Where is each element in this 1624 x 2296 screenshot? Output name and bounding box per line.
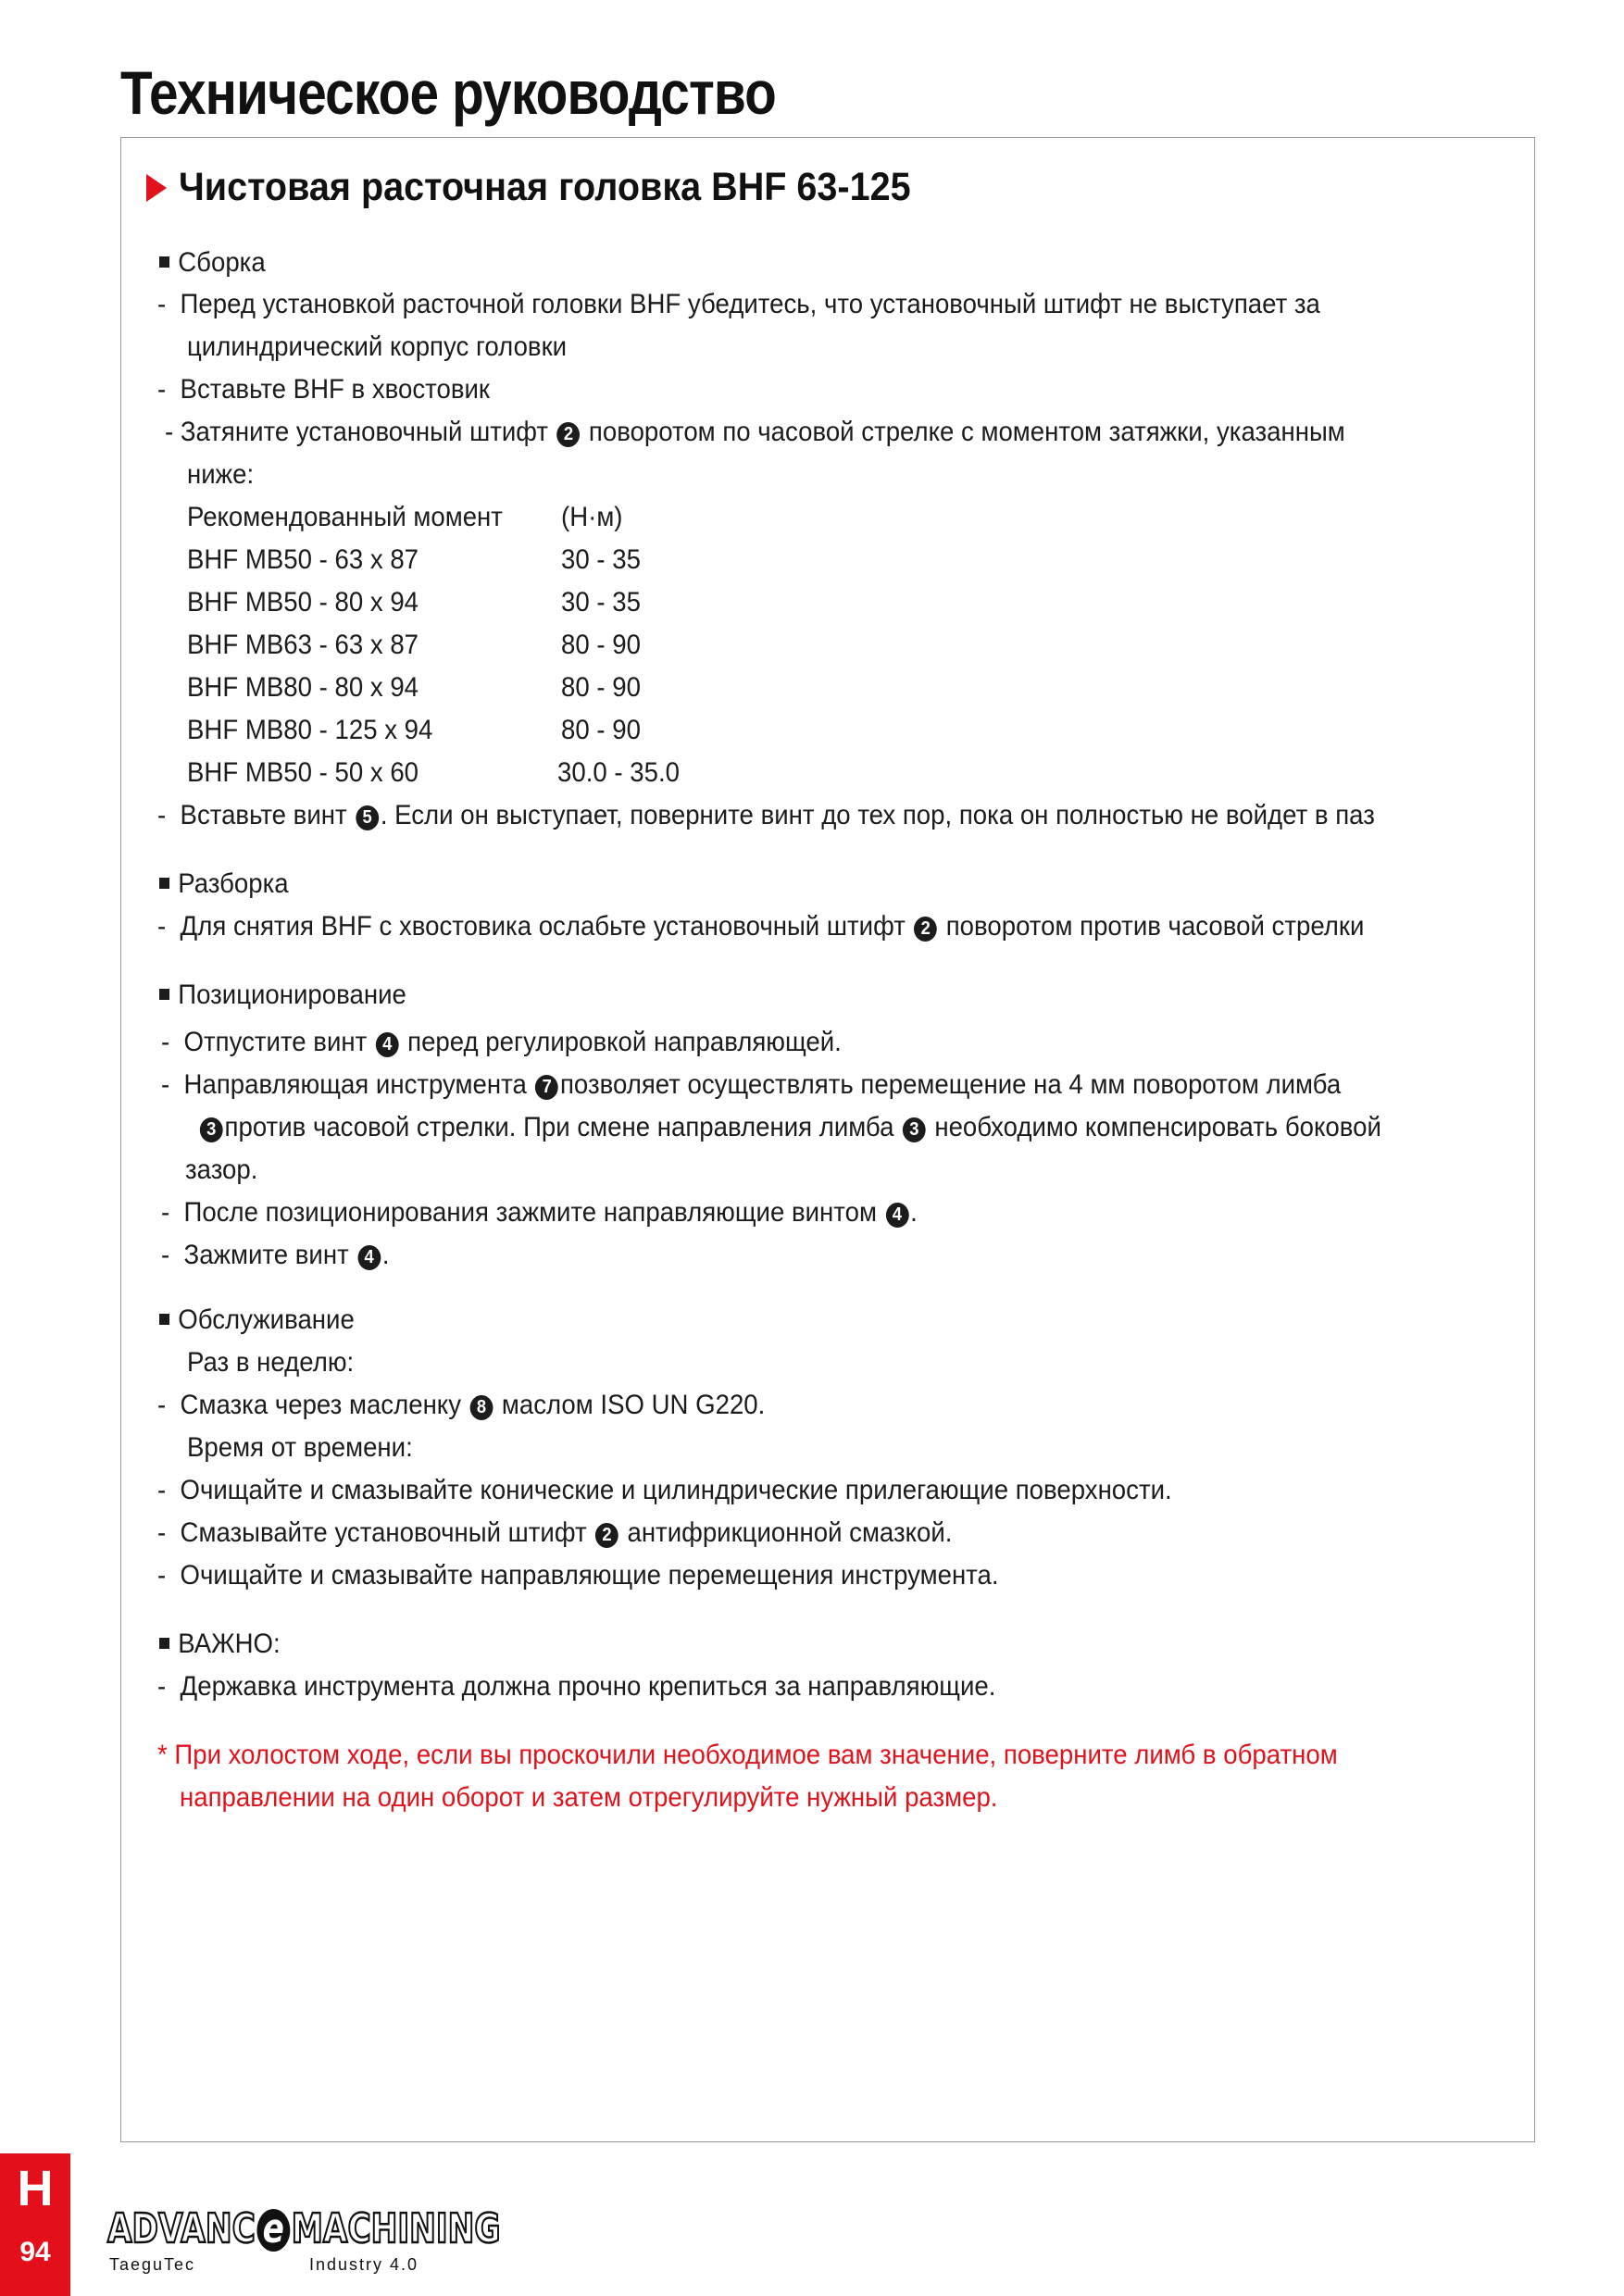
assembly-line-1: - Перед установкой расточной головки BHF убедитесь, что установочный штифт не выступает за: [157, 289, 1320, 319]
assembly-line-1b: цилиндрический корпус головки: [187, 331, 568, 362]
table-row-torque: 30 - 35: [561, 587, 641, 618]
number-3-icon: 3: [200, 1117, 223, 1142]
logo-wordmark: ADVANC e MACHINING: [107, 2205, 501, 2252]
assembly-line-4: - Вставьте винт 5 . Если он выступает, поверните винт до тех пор, пока он полностью не войдет в паз: [157, 800, 1375, 830]
page-number: 94: [19, 2237, 51, 2267]
positioning-heading: Позиционирование: [159, 979, 406, 1012]
assembly-line-2: - Вставьте BHF в хвостовик: [157, 374, 491, 405]
square-bullet-icon: [159, 878, 169, 889]
table-row-torque: 80 - 90: [561, 630, 641, 660]
red-note-line-2: направлении на один оборот и затем отрегулируйте нужный размер.: [180, 1782, 998, 1813]
torque-table-header: Рекомендованный момент: [187, 502, 503, 532]
assembly-line-3c: ниже:: [187, 459, 255, 490]
square-bullet-icon: [159, 256, 169, 268]
maintenance-sometimes: Время от времени:: [187, 1432, 413, 1463]
number-8-icon: 8: [470, 1395, 493, 1420]
tab-letter: H: [17, 2161, 54, 2216]
important-heading: ВАЖНО:: [159, 1628, 281, 1661]
positioning-line-2e: зазор.: [185, 1154, 258, 1185]
red-note-line-1: * При холостом ходе, если вы проскочили необходимое вам значение, поверните лимб в обратном: [157, 1740, 1338, 1770]
positioning-line-1: - Отпустите винт 4 перед регулировкой направляющей.: [161, 1027, 842, 1057]
table-row-model: BHF MB63 - 63 x 87: [187, 630, 419, 660]
number-4-icon: 4: [357, 1245, 381, 1270]
square-bullet-icon: [159, 1638, 169, 1649]
page-title: Техническое руководство: [120, 58, 776, 127]
maintenance-weekly: Раз в неделю:: [187, 1347, 355, 1378]
number-5-icon: 5: [356, 805, 379, 830]
logo-e-icon: e: [256, 2209, 290, 2252]
positioning-line-4: - Зажмите винт 4 .: [161, 1240, 390, 1270]
square-bullet-icon: [159, 989, 169, 1000]
important-line-1: - Державка инструмента должна прочно крепиться за направляющие.: [157, 1671, 996, 1702]
square-bullet-icon: [159, 1314, 169, 1325]
section-title-text: Чистовая расточная головка BHF 63-125: [178, 165, 911, 209]
number-4-icon: 4: [885, 1203, 908, 1228]
table-row-model: BHF MB80 - 125 x 94: [187, 715, 433, 745]
table-row-model: BHF MB50 - 63 x 87: [187, 544, 419, 575]
triangle-bullet-icon: [146, 174, 167, 202]
table-row-torque: 80 - 90: [561, 715, 641, 745]
table-row-torque: 80 - 90: [561, 672, 641, 703]
maintenance-heading: Обслуживание: [159, 1304, 355, 1337]
maintenance-line-3: - Смазывайте установочный штифт 2 антифрикционной смазкой.: [157, 1517, 953, 1548]
maintenance-line-4: - Очищайте и смазывайте направляющие перемещения инструмента.: [157, 1560, 999, 1591]
positioning-line-3: - После позиционирования зажмите направляющие винтом 4 .: [161, 1197, 918, 1228]
number-7-icon: 7: [535, 1075, 558, 1100]
table-row-model: BHF MB80 - 80 x 94: [187, 672, 419, 703]
maintenance-line-1: - Смазка через масленку 8 маслом ISO UN G220.: [157, 1390, 766, 1420]
section-tab-badge: [0, 2153, 70, 2296]
advance-machining-logo: [107, 2205, 501, 2279]
number-2-icon: 2: [914, 917, 937, 942]
assembly-heading: Сборка: [159, 246, 266, 280]
disassembly-heading: Разборка: [159, 867, 289, 901]
number-4-icon: 4: [376, 1032, 399, 1057]
maintenance-line-2: - Очищайте и смазывайте конические и цилиндрические прилегающие поверхности.: [157, 1475, 1172, 1505]
positioning-line-2c: 3 против часовой стрелки. При смене направления лимба 3 необходимо компенсировать боковой: [198, 1111, 1381, 1144]
logo-sub-left: TaeguTec: [109, 2255, 196, 2274]
table-row-torque: 30 - 35: [561, 544, 641, 575]
disassembly-line-1: - Для снятия BHF с хвостовика ослабьте установочный штифт 2 поворотом против часовой стрелки: [157, 911, 1365, 942]
number-3-icon: 3: [903, 1117, 926, 1142]
table-row-model: BHF MB50 - 50 x 60: [187, 757, 419, 788]
positioning-line-2: - Направляющая инструмента 7 позволяет осуществлять перемещение на 4 мм поворотом лимба: [161, 1069, 1342, 1100]
assembly-line-3: - Затяните установочный штифт 2 поворотом по часовой стрелке с моментом затяжки, указанным: [165, 417, 1345, 447]
section-title: [146, 165, 911, 210]
logo-sub-right: Industry 4.0: [309, 2255, 419, 2274]
torque-table-unit: (Н·м): [561, 502, 623, 532]
table-row-model: BHF MB50 - 80 x 94: [187, 587, 419, 618]
table-row-torque: 30.0 - 35.0: [557, 757, 680, 788]
number-2-icon: 2: [557, 422, 581, 447]
number-2-icon: 2: [595, 1523, 618, 1548]
